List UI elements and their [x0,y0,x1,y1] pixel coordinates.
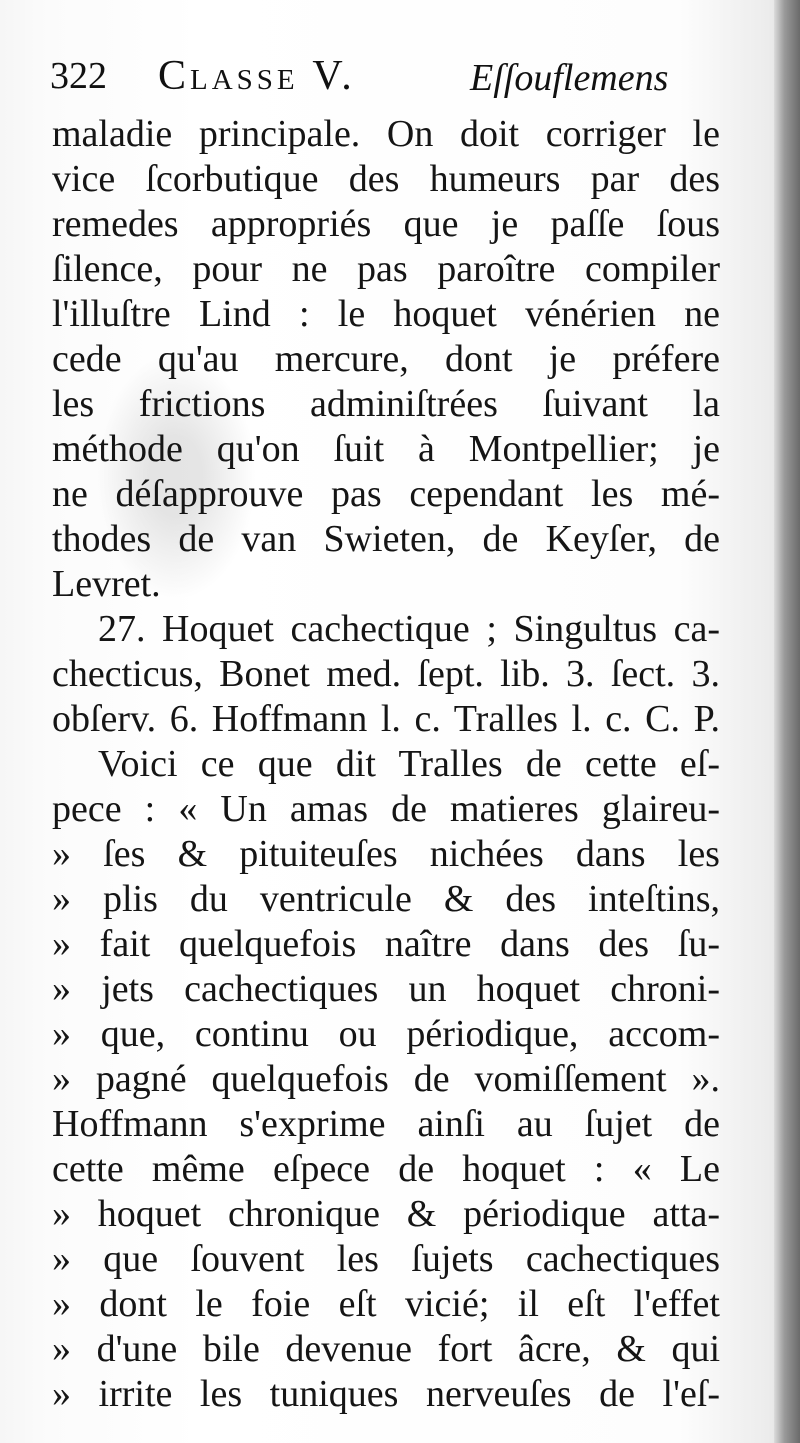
text-line: pece : « Un amas de matieres glaireu- [52,788,720,830]
text-line: cede qu'au mercure, dont je préfere [52,338,720,380]
text-line: méthode qu'on ſuit à Montpellier; je [52,428,720,470]
text-line: les frictions adminiſtrées ſuivant la [52,383,720,425]
text-line: » irrite les tuniques nerveuſes de l'eſ- [52,1373,720,1415]
header-classe: Classe V. [158,53,356,99]
text-line: ne déſapprouve pas cependant les mé- [52,473,720,515]
text-line: » que, continu ou périodique, accom- [52,1013,720,1055]
text-line: thodes de van Swieten, de Keyſer, de [52,518,720,560]
body-text [52,112,720,1417]
text-line: » jets cachectiques un hoquet chroni- [52,968,720,1010]
text-line: l'illuſtre Lind : le hoquet vénérien ne [52,293,720,335]
text-line: Levret. [52,563,161,605]
text-line: » plis du ventricule & des inteſtins, [52,878,720,920]
text-line: cette même eſpece de hoquet : « Le [52,1148,720,1190]
text-line: » hoquet chronique & périodique atta- [52,1193,720,1235]
text-line: vice ſcorbutique des humeurs par des [52,158,720,200]
text-line: Voici ce que dit Tralles de cette eſ- [98,743,720,785]
text-line: » ſes & pituiteuſes nichées dans les [52,833,720,875]
text-line: » que ſouvent les ſujets cachectiques [52,1238,720,1280]
text-line: » pagné quelquefois de vomiſſement ». [52,1058,720,1100]
text-line: Hoffmann s'exprime ainſi au ſujet de [52,1103,720,1145]
header-topic: Eſſouflemens [470,57,669,99]
text-line: » fait quelquefois naître dans des ſu- [52,923,720,965]
text-line: obſerv. 6. Hoffmann l. c. Tralles l. c. C. P. [52,698,720,740]
text-line: remedes appropriés que je paſſe ſous [52,203,720,245]
text-line: ſilence, pour ne pas paroître compiler [52,248,720,290]
text-line: 27. Hoquet cachectique ; Singultus ca- [98,608,720,650]
text-line: » dont le foie eſt vicié; il eſt l'effet [52,1283,720,1325]
text-line: checticus, Bonet med. ſept. lib. 3. ſect. 3. [52,653,720,695]
running-header [50,44,750,108]
text-line: » d'une bile devenue fort âcre, & qui [52,1328,720,1370]
page-gutter-shadow [774,0,800,1443]
page-number: 322 [50,55,107,97]
text-line: maladie principale. On doit corriger le [52,113,720,155]
